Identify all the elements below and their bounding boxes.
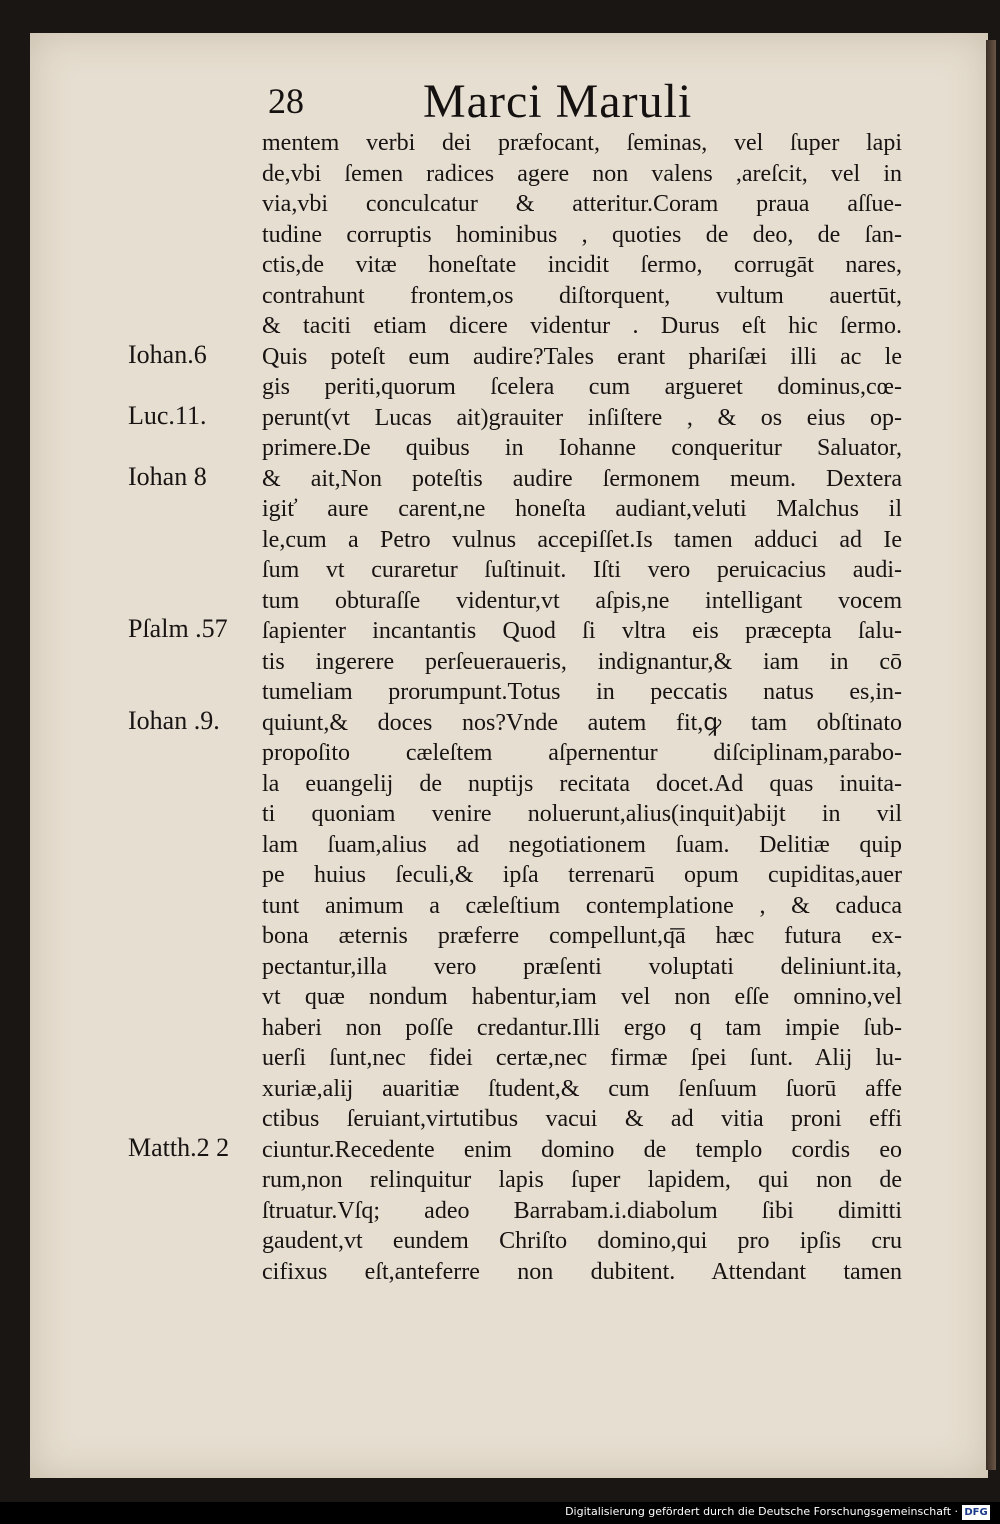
marginal-note: Matth.2 2: [128, 1132, 230, 1162]
text-line: ctis,de vitæ honeſtate incidit ſermo, corrugāt nares,: [262, 252, 902, 278]
running-title: Marci Maruli: [423, 75, 693, 128]
text-line: pe huius ſeculi,& ipſa terrenarū opum cupiditas,auer: [262, 862, 902, 888]
text-line: igiť aure carent,ne honeſta audiant,veluti Malchus il: [262, 496, 902, 522]
dfg-logo-icon: DFG: [962, 1505, 990, 1520]
text-line: ſtruatur.Vſq; adeo Barrabam.i.diabolum ſibi dimitti: [262, 1197, 902, 1224]
text-line: xuriæ,alij auaritiæ ſtudent,& cum ſenſuum ſuorū affe: [262, 1075, 902, 1102]
body-text: [262, 128, 902, 1287]
marginal-note: Iohan.6: [128, 339, 207, 369]
marginal-note: Iohan 8: [128, 461, 207, 491]
text-line: contrahunt frontem,os diſtorquent, vultum auertūt,: [262, 282, 902, 309]
text-line: primere.De quibus in Iohanne conqueritur Saluator,: [262, 435, 902, 461]
page-number: 28: [268, 81, 304, 121]
text-line: vt quæ nondum habentur,iam vel non eſſe omnino,vel: [262, 984, 902, 1010]
marginal-note: Iohan .9.: [128, 705, 220, 735]
text-line: tudine corruptis hominibus , quoties de deo, de ſan-: [262, 221, 902, 248]
text-line: tum obturaſſe videntur,vt aſpis,ne intelligant vocem: [262, 587, 902, 614]
text-line: gaudent,vt eundem Chriſto domino,qui pro ipſis cru: [262, 1228, 902, 1254]
text-line: ſum vt curaretur ſuſtinuit. Iſti vero peruicacius audi-: [262, 557, 902, 583]
text-line: ti quoniam venire noluerunt,alius(inquit)abijt in vil: [262, 801, 902, 827]
text-line: uerſi ſunt,nec fidei certæ,nec firmæ ſpei ſunt. Alij lu-: [262, 1045, 902, 1071]
marginal-note: Pſalm .57: [128, 614, 228, 643]
book-edge: [986, 40, 996, 1470]
text-line: ciuntur.Recedente enim domino de templo cordis eo: [262, 1136, 902, 1163]
footer-credit: Digitalisierung gefördert durch die Deutsche Forschungsgemeinschaft ·: [565, 1505, 958, 1518]
text-line: la euangelij de nuptijs recitata docet.Ad quas inuita-: [262, 770, 902, 797]
text-line: lam ſuam,alius ad negotiationem ſuam. Delitiæ quip: [262, 831, 902, 858]
text-line: pectantur,illa vero præſenti voluptati deliniunt.ita,: [262, 953, 902, 980]
text-line: bona æternis præferre compellunt,q͞a hæc futura ex-: [262, 923, 902, 949]
text-line: perunt(vt Lucas ait)grauiter inſiſtere , & os eius op-: [262, 404, 902, 431]
text-line: tis ingerere perſeueraueris, indignantur,& iam in cō: [262, 648, 902, 675]
text-line: & taciti etiam dicere videntur . Durus eſt hic ſermo.: [262, 313, 902, 339]
text-line: cifixus eſt,anteferre non dubitent. Attendant tamen: [262, 1258, 902, 1285]
text-line: ſapienter incantantis Quod ſi vltra eis præcepta ſalu-: [262, 618, 902, 644]
text-line: Quis poteſt eum audire?Tales erant phariſæi illi ac le: [262, 343, 902, 370]
text-line: tunt animum a cæleſtium contemplatione , & caduca: [262, 892, 902, 919]
text-line: ctibus ſeruiant,virtutibus vacui & ad vitia proni effi: [262, 1106, 902, 1132]
text-line: & ait,Non poteſtis audire ſermonem meum. Dextera: [262, 465, 902, 492]
footer-bar: [0, 1502, 1000, 1524]
text-line: haberi non poſſe credantur.Illi ergo q tam impie ſub-: [262, 1014, 902, 1041]
text-line: mentem verbi dei præfocant, ſeminas, vel ſuper lapi: [262, 130, 902, 156]
text-line: via,vbi conculcatur & atteritur.Coram praua aſſue-: [262, 191, 902, 217]
marginal-note: Luc.11.: [128, 400, 207, 430]
text-line: le,cum a Petro vulnus accepiſſet.Is tamen adduci ad Ie: [262, 526, 902, 553]
text-line: de,vbi ſemen radices agere non valens ,areſcit, vel in: [262, 160, 902, 187]
text-line: quiunt,& doces nos?Vnde autem fit,ꝙ tam obſtinato: [262, 709, 902, 736]
text-line: propoſito cæleſtem aſpernentur diſciplinam,parabo-: [262, 740, 902, 766]
text-line: gis periti,quorum ſcelera cum argueret dominus,cœ-: [262, 374, 902, 400]
text-line: tumeliam prorumpunt.Totus in peccatis natus es,in-: [262, 679, 902, 705]
text-line: rum,non relinquitur lapis ſuper lapidem, qui non de: [262, 1167, 902, 1193]
